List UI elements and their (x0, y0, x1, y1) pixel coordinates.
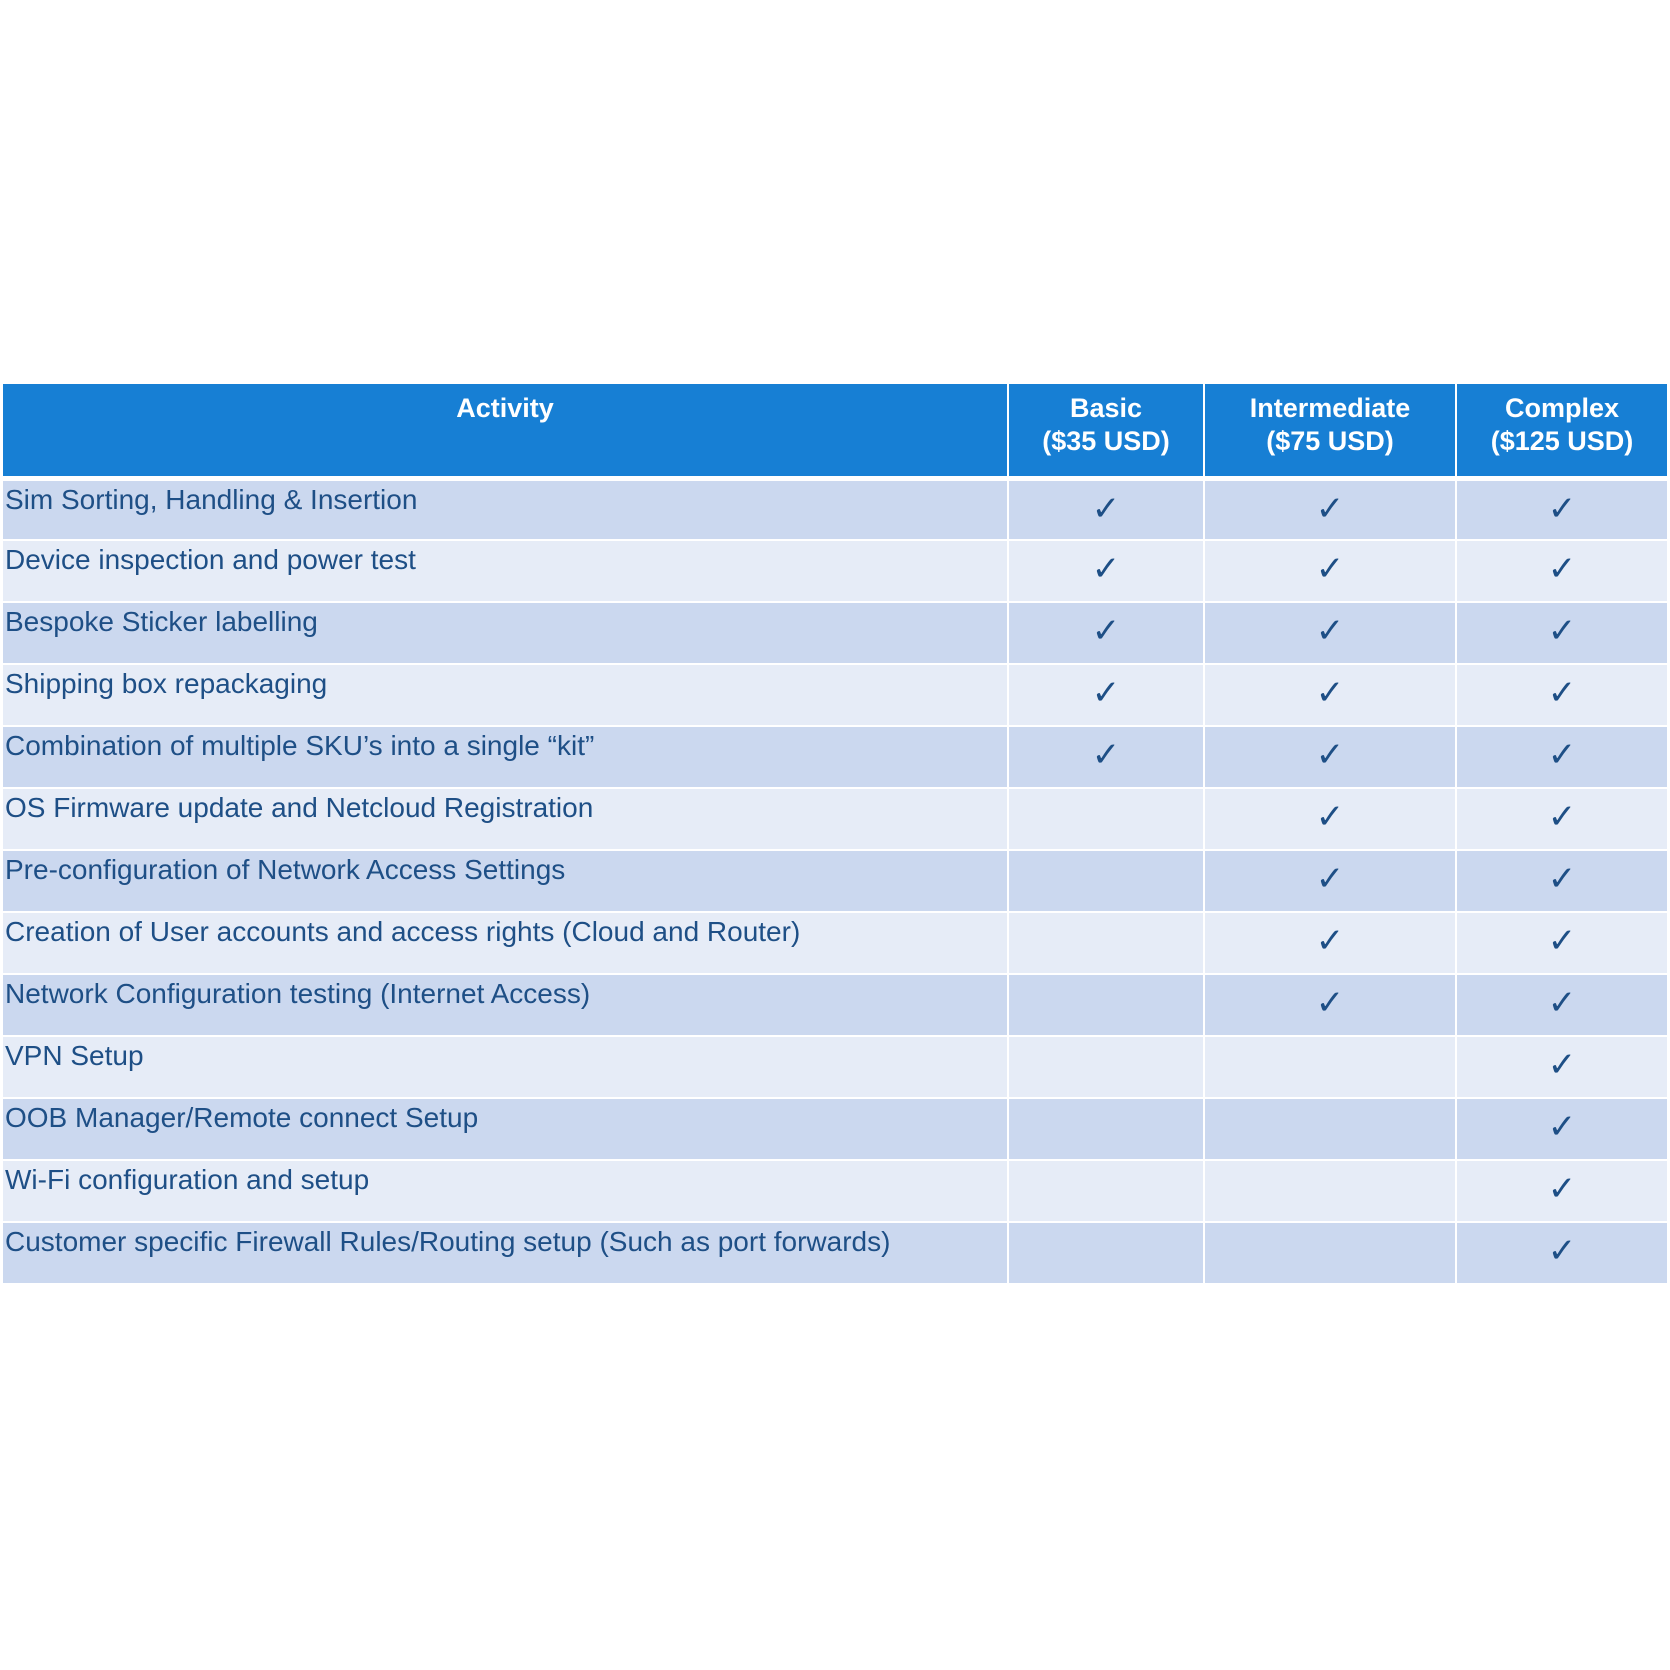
check-icon: ✓ (1547, 549, 1577, 589)
activity-cell: Combination of multiple SKU’s into a single “kit” (3, 726, 1008, 788)
check-icon: ✓ (1091, 611, 1121, 651)
check-icon: ✓ (1547, 1045, 1577, 1085)
complex-tier-cell (1456, 664, 1667, 726)
activity-cell: Shipping box repackaging (3, 664, 1008, 726)
check-icon: ✓ (1315, 673, 1345, 713)
intermediate-tier-cell (1204, 974, 1456, 1036)
basic-tier-cell (1008, 1160, 1204, 1222)
activity-cell: Pre-configuration of Network Access Settings (3, 850, 1008, 912)
basic-tier-cell (1008, 1222, 1204, 1284)
basic-tier-cell (1008, 602, 1204, 664)
complex-tier-cell (1456, 1160, 1667, 1222)
header-basic (1008, 384, 1204, 478)
complex-tier-cell (1456, 478, 1667, 540)
pricing-table-container (3, 384, 1667, 1285)
check-icon: ✓ (1547, 1107, 1577, 1147)
check-icon: ✓ (1315, 611, 1345, 651)
complex-tier-cell (1456, 726, 1667, 788)
activity-cell: Sim Sorting, Handling & Insertion (3, 478, 1008, 540)
check-icon: ✓ (1547, 735, 1577, 775)
intermediate-tier-cell (1204, 602, 1456, 664)
header-complex-label: Complex (1504, 393, 1620, 423)
complex-tier-cell (1456, 850, 1667, 912)
intermediate-tier-cell (1204, 478, 1456, 540)
check-icon: ✓ (1091, 488, 1121, 529)
check-icon: ✓ (1547, 1231, 1577, 1271)
intermediate-tier-cell (1204, 664, 1456, 726)
table-row (3, 974, 1667, 1036)
table-row (3, 1222, 1667, 1284)
header-intermediate-price: ($75 USD) (1266, 426, 1394, 456)
basic-tier-cell (1008, 726, 1204, 788)
header-row (3, 384, 1667, 478)
check-icon: ✓ (1547, 983, 1577, 1023)
complex-tier-cell (1456, 1036, 1667, 1098)
check-icon: ✓ (1091, 673, 1121, 713)
table-row (3, 664, 1667, 726)
table-row (3, 540, 1667, 602)
activity-cell: Bespoke Sticker labelling (3, 602, 1008, 664)
basic-tier-cell (1008, 1098, 1204, 1160)
activity-cell: Device inspection and power test (3, 540, 1008, 602)
check-icon: ✓ (1547, 611, 1577, 651)
complex-tier-cell (1456, 912, 1667, 974)
table-row (3, 912, 1667, 974)
basic-tier-cell (1008, 974, 1204, 1036)
header-intermediate-label: Intermediate (1249, 393, 1411, 423)
check-icon: ✓ (1315, 859, 1345, 899)
basic-tier-cell (1008, 664, 1204, 726)
complex-tier-cell (1456, 602, 1667, 664)
check-icon: ✓ (1547, 797, 1577, 837)
activity-cell: OOB Manager/Remote connect Setup (3, 1098, 1008, 1160)
table-header (3, 384, 1667, 478)
table-row (3, 726, 1667, 788)
basic-tier-cell (1008, 1036, 1204, 1098)
table-row (3, 478, 1667, 540)
table-row (3, 850, 1667, 912)
check-icon: ✓ (1547, 673, 1577, 713)
complex-tier-cell (1456, 788, 1667, 850)
complex-tier-cell (1456, 540, 1667, 602)
intermediate-tier-cell (1204, 726, 1456, 788)
header-complex-price: ($125 USD) (1490, 426, 1634, 456)
intermediate-tier-cell (1204, 1036, 1456, 1098)
check-icon: ✓ (1315, 797, 1345, 837)
intermediate-tier-cell (1204, 1222, 1456, 1284)
activity-cell: Network Configuration testing (Internet Access) (3, 974, 1008, 1036)
intermediate-tier-cell (1204, 1160, 1456, 1222)
intermediate-tier-cell (1204, 850, 1456, 912)
check-icon: ✓ (1547, 488, 1577, 529)
header-basic-price: ($35 USD) (1042, 426, 1170, 456)
table-row (3, 1098, 1667, 1160)
basic-tier-cell (1008, 478, 1204, 540)
check-icon: ✓ (1315, 549, 1345, 589)
check-icon: ✓ (1547, 921, 1577, 961)
check-icon: ✓ (1315, 983, 1345, 1023)
check-icon: ✓ (1091, 735, 1121, 775)
intermediate-tier-cell (1204, 1098, 1456, 1160)
check-icon: ✓ (1547, 1169, 1577, 1209)
basic-tier-cell (1008, 788, 1204, 850)
activity-cell: VPN Setup (3, 1036, 1008, 1098)
intermediate-tier-cell (1204, 540, 1456, 602)
header-intermediate (1204, 384, 1456, 478)
table-row (3, 1160, 1667, 1222)
intermediate-tier-cell (1204, 788, 1456, 850)
header-activity (3, 384, 1008, 478)
basic-tier-cell (1008, 850, 1204, 912)
complex-tier-cell (1456, 1222, 1667, 1284)
activity-cell: Customer specific Firewall Rules/Routing setup (Such as port forwards) (3, 1222, 1008, 1284)
basic-tier-cell (1008, 540, 1204, 602)
table-body (3, 478, 1667, 1284)
complex-tier-cell (1456, 974, 1667, 1036)
header-basic-label: Basic (1069, 393, 1143, 423)
intermediate-tier-cell (1204, 912, 1456, 974)
check-icon: ✓ (1091, 549, 1121, 589)
service-tier-comparison-table (3, 384, 1667, 1285)
table-row (3, 788, 1667, 850)
activity-cell: Wi-Fi configuration and setup (3, 1160, 1008, 1222)
activity-cell: OS Firmware update and Netcloud Registration (3, 788, 1008, 850)
activity-cell: Creation of User accounts and access rights (Cloud and Router) (3, 912, 1008, 974)
complex-tier-cell (1456, 1098, 1667, 1160)
check-icon: ✓ (1547, 859, 1577, 899)
table-row (3, 602, 1667, 664)
header-activity-label: Activity (456, 393, 554, 423)
table-row (3, 1036, 1667, 1098)
header-complex (1456, 384, 1667, 478)
check-icon: ✓ (1315, 488, 1345, 529)
basic-tier-cell (1008, 912, 1204, 974)
check-icon: ✓ (1315, 735, 1345, 775)
check-icon: ✓ (1315, 921, 1345, 961)
